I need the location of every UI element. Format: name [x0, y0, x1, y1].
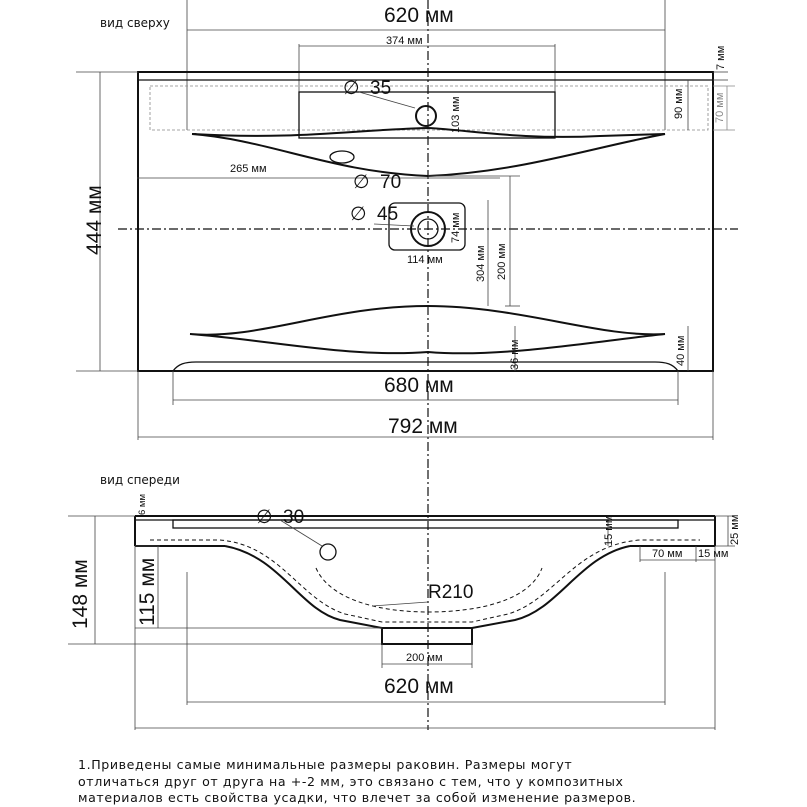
- dia-70: 70: [380, 172, 402, 193]
- footnote-line-1: 1.Приведены самые минимальные размеры раковин. Размеры могут: [78, 757, 573, 772]
- radius-r210: R210: [428, 582, 474, 603]
- dim-374: 374 мм: [386, 35, 423, 47]
- faucet-deck: [299, 92, 555, 138]
- dim-6: 6 мм: [137, 494, 148, 515]
- diameter-symbol-70: ∅: [353, 172, 370, 193]
- height-148: 148 мм: [69, 559, 92, 629]
- dim-25: 25 мм: [729, 514, 741, 545]
- dim-103: 103 мм: [450, 96, 462, 133]
- dim-70-top: 70 мм: [714, 92, 726, 123]
- diameter-symbol-45: ∅: [350, 204, 367, 225]
- dim-304: 304 мм: [475, 245, 487, 282]
- drain-neck: [382, 628, 472, 644]
- dim-74: 74 мм: [450, 212, 462, 243]
- dim-200-front: 200 мм: [406, 652, 443, 664]
- front-view: [68, 470, 741, 730]
- dim-265: 265 мм: [230, 163, 267, 175]
- top-view: [76, 0, 738, 470]
- diameter-symbol-35: ∅: [343, 78, 360, 99]
- dim-15a: 15 мм: [603, 515, 615, 546]
- dim-36: 36 мм: [509, 339, 521, 370]
- dim-70-front: 70 мм: [652, 548, 683, 560]
- front-rim-curve: [173, 362, 678, 371]
- dim-40: 40 мм: [675, 335, 687, 366]
- front-view-label: вид спереди: [100, 473, 180, 487]
- dia-35: 35: [370, 78, 392, 99]
- faucet-hole: [416, 106, 436, 126]
- dim-90: 90 мм: [673, 88, 685, 119]
- height-115: 115 мм: [136, 557, 159, 626]
- dim-7: 7 мм: [715, 45, 727, 70]
- top-outline: [138, 72, 713, 371]
- overflow-hole: [320, 544, 336, 560]
- bowl-inner-dashed: [150, 540, 700, 622]
- width-680: 680 мм: [384, 374, 454, 397]
- width-792: 792 мм: [388, 415, 458, 438]
- overflow-slot: [330, 151, 354, 163]
- depth-444: 444 мм: [83, 185, 106, 255]
- top-view-label: вид сверху: [100, 16, 170, 30]
- dia-45: 45: [377, 204, 399, 225]
- footnote-line-3: материалов есть свойства усадки, что влечет за собой изменение размеров.: [78, 790, 637, 805]
- dia-30: 30: [283, 507, 305, 528]
- footnote: [78, 757, 803, 807]
- dim-15b: 15 мм: [698, 548, 729, 560]
- footnote-line-2: отличаться друг от друга на +-2 мм, это связано с тем, что у композитных: [78, 773, 624, 789]
- dim-620-top: 620 мм: [384, 4, 454, 27]
- diameter-symbol-30: ∅: [256, 507, 273, 528]
- leader-r210: [372, 602, 428, 606]
- dim-200-top: 200 мм: [496, 243, 508, 280]
- width-620-front: 620 мм: [384, 675, 454, 698]
- dim-114: 114 мм: [407, 254, 443, 266]
